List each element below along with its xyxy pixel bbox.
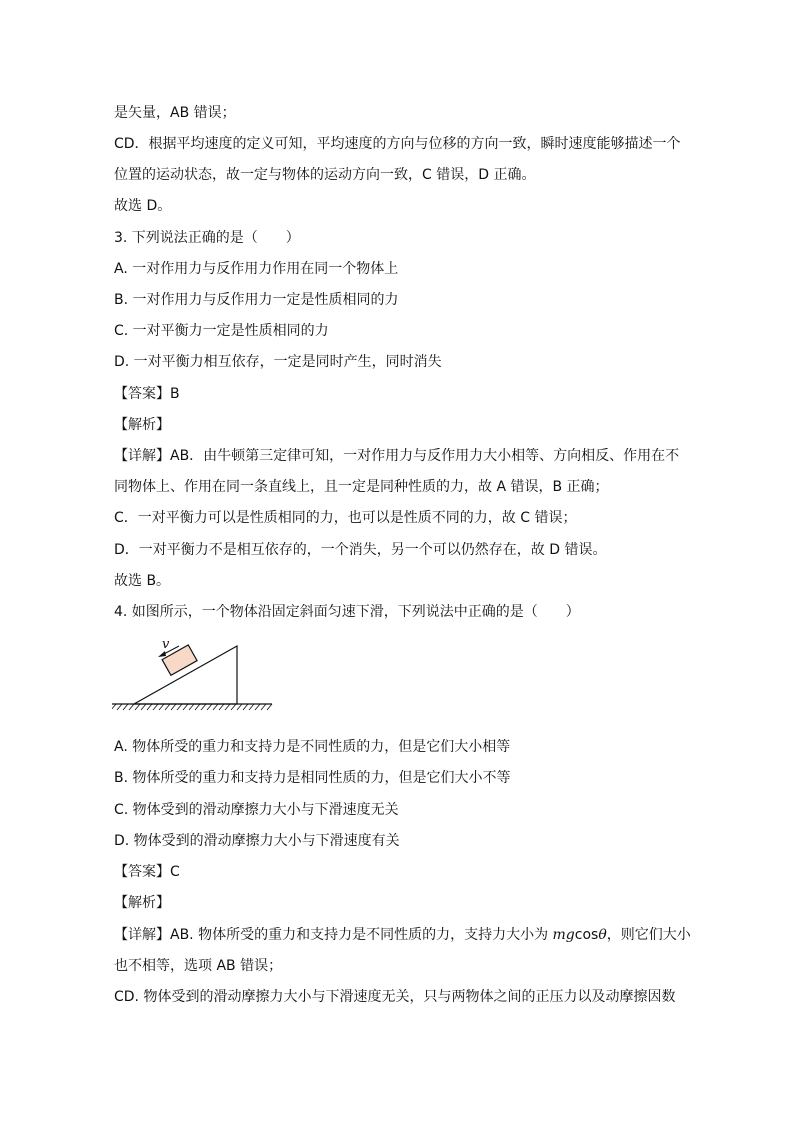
text-line: C．一对平衡力可以是性质相同的力，也可以是性质不同的力，故 C 错误； <box>114 510 577 526</box>
detail-line <box>114 925 691 945</box>
hatch-mark <box>255 704 260 710</box>
text-line: 同物体上、作用在同一条直线上，且一定是同种性质的力，故 A 错误，B 正确； <box>114 479 609 495</box>
incline-figure <box>112 636 276 716</box>
hatch-mark <box>129 704 134 710</box>
hatch-mark <box>159 704 164 710</box>
text-line: 位置的运动状态，故一定与物体的运动方向一致，C 错误，D 正确。 <box>114 167 536 183</box>
option-b: B. 物体所受的重力和支持力是相同性质的力，但是它们大小不等 <box>114 770 511 786</box>
hatch-mark <box>249 704 254 710</box>
option-c: C. 物体受到的滑动摩擦力大小与下滑速度无关 <box>114 802 399 818</box>
hatch-mark <box>141 704 146 710</box>
hatch-mark <box>177 704 182 710</box>
hatch-mark <box>171 704 176 710</box>
hatch-mark <box>183 704 188 710</box>
hatch-mark <box>207 704 212 710</box>
hatch-mark <box>243 704 248 710</box>
option-a: A. 一对作用力与反作用力作用在同一个物体上 <box>114 261 399 277</box>
text-line: 【详解】AB．由牛顿第三定律可知，一对作用力与反作用力大小相等、方向相反、作用在不 <box>114 448 680 464</box>
option-c: C. 一对平衡力一定是性质相同的力 <box>114 323 329 339</box>
option-d: D. 一对平衡力相互依存，一定是同时产生，同时消失 <box>114 354 442 370</box>
analysis-label: 【解析】 <box>114 895 170 911</box>
hatch-mark <box>219 704 224 710</box>
hatch-mark <box>153 704 158 710</box>
question-3-stem: 3. 下列说法正确的是（ ） <box>114 230 300 246</box>
hatch-mark <box>123 704 128 710</box>
option-d: D. 物体受到的滑动摩擦力大小与下滑速度有关 <box>114 833 400 849</box>
text-line: CD. 物体受到的滑动摩擦力大小与下滑速度无关，只与两物体之间的正压力以及动摩擦因数 <box>114 989 676 1005</box>
option-b: B. 一对作用力与反作用力一定是性质相同的力 <box>114 292 399 308</box>
velocity-label: v <box>162 637 170 652</box>
text-line: 故选 D。 <box>114 198 172 214</box>
text-line: 也不相等，选项 AB 错误； <box>114 958 283 974</box>
detail-text: ，则它们大小 <box>606 927 691 943</box>
hatch-mark <box>135 704 140 710</box>
hatch-mark <box>165 704 170 710</box>
analysis-label: 【解析】 <box>114 417 170 433</box>
hatch-mark <box>237 704 242 710</box>
hatch-mark <box>261 704 266 710</box>
answer-label: 【答案】C <box>114 864 180 880</box>
answer-label: 【答案】B <box>114 386 180 402</box>
hatch-mark <box>117 704 122 710</box>
question-4-stem: 4. 如图所示，一个物体沿固定斜面匀速下滑，下列说法中正确的是（ ） <box>114 604 580 620</box>
text-line: 是矢量，AB 错误； <box>114 105 236 121</box>
detail-text: 【详解】AB. 物体所受的重力和支持力是不同性质的力，支持力大小为 <box>114 927 553 943</box>
hatch-mark <box>225 704 230 710</box>
hatch-mark <box>195 704 200 710</box>
hatch-mark <box>189 704 194 710</box>
ground-hatching <box>112 704 272 710</box>
text-line: D．一对平衡力不是相互依存的，一个消失，另一个可以仍然存在，故 D 错误。 <box>114 542 607 558</box>
hatch-mark <box>213 704 218 710</box>
formula-mg: mg <box>552 927 575 943</box>
formula-theta: θ <box>598 927 607 943</box>
hatch-mark <box>201 704 206 710</box>
hatch-mark <box>231 704 236 710</box>
text-line: CD．根据平均速度的定义可知，平均速度的方向与位移的方向一致，瞬时速度能够描述一个 <box>114 136 681 152</box>
formula-cos: cos <box>574 927 599 943</box>
hatch-mark <box>112 704 116 710</box>
hatch-mark <box>147 704 152 710</box>
hatch-mark <box>267 704 272 710</box>
text-line: 故选 B。 <box>114 573 171 589</box>
option-a: A. 物体所受的重力和支持力是不同性质的力，但是它们大小相等 <box>114 739 511 755</box>
